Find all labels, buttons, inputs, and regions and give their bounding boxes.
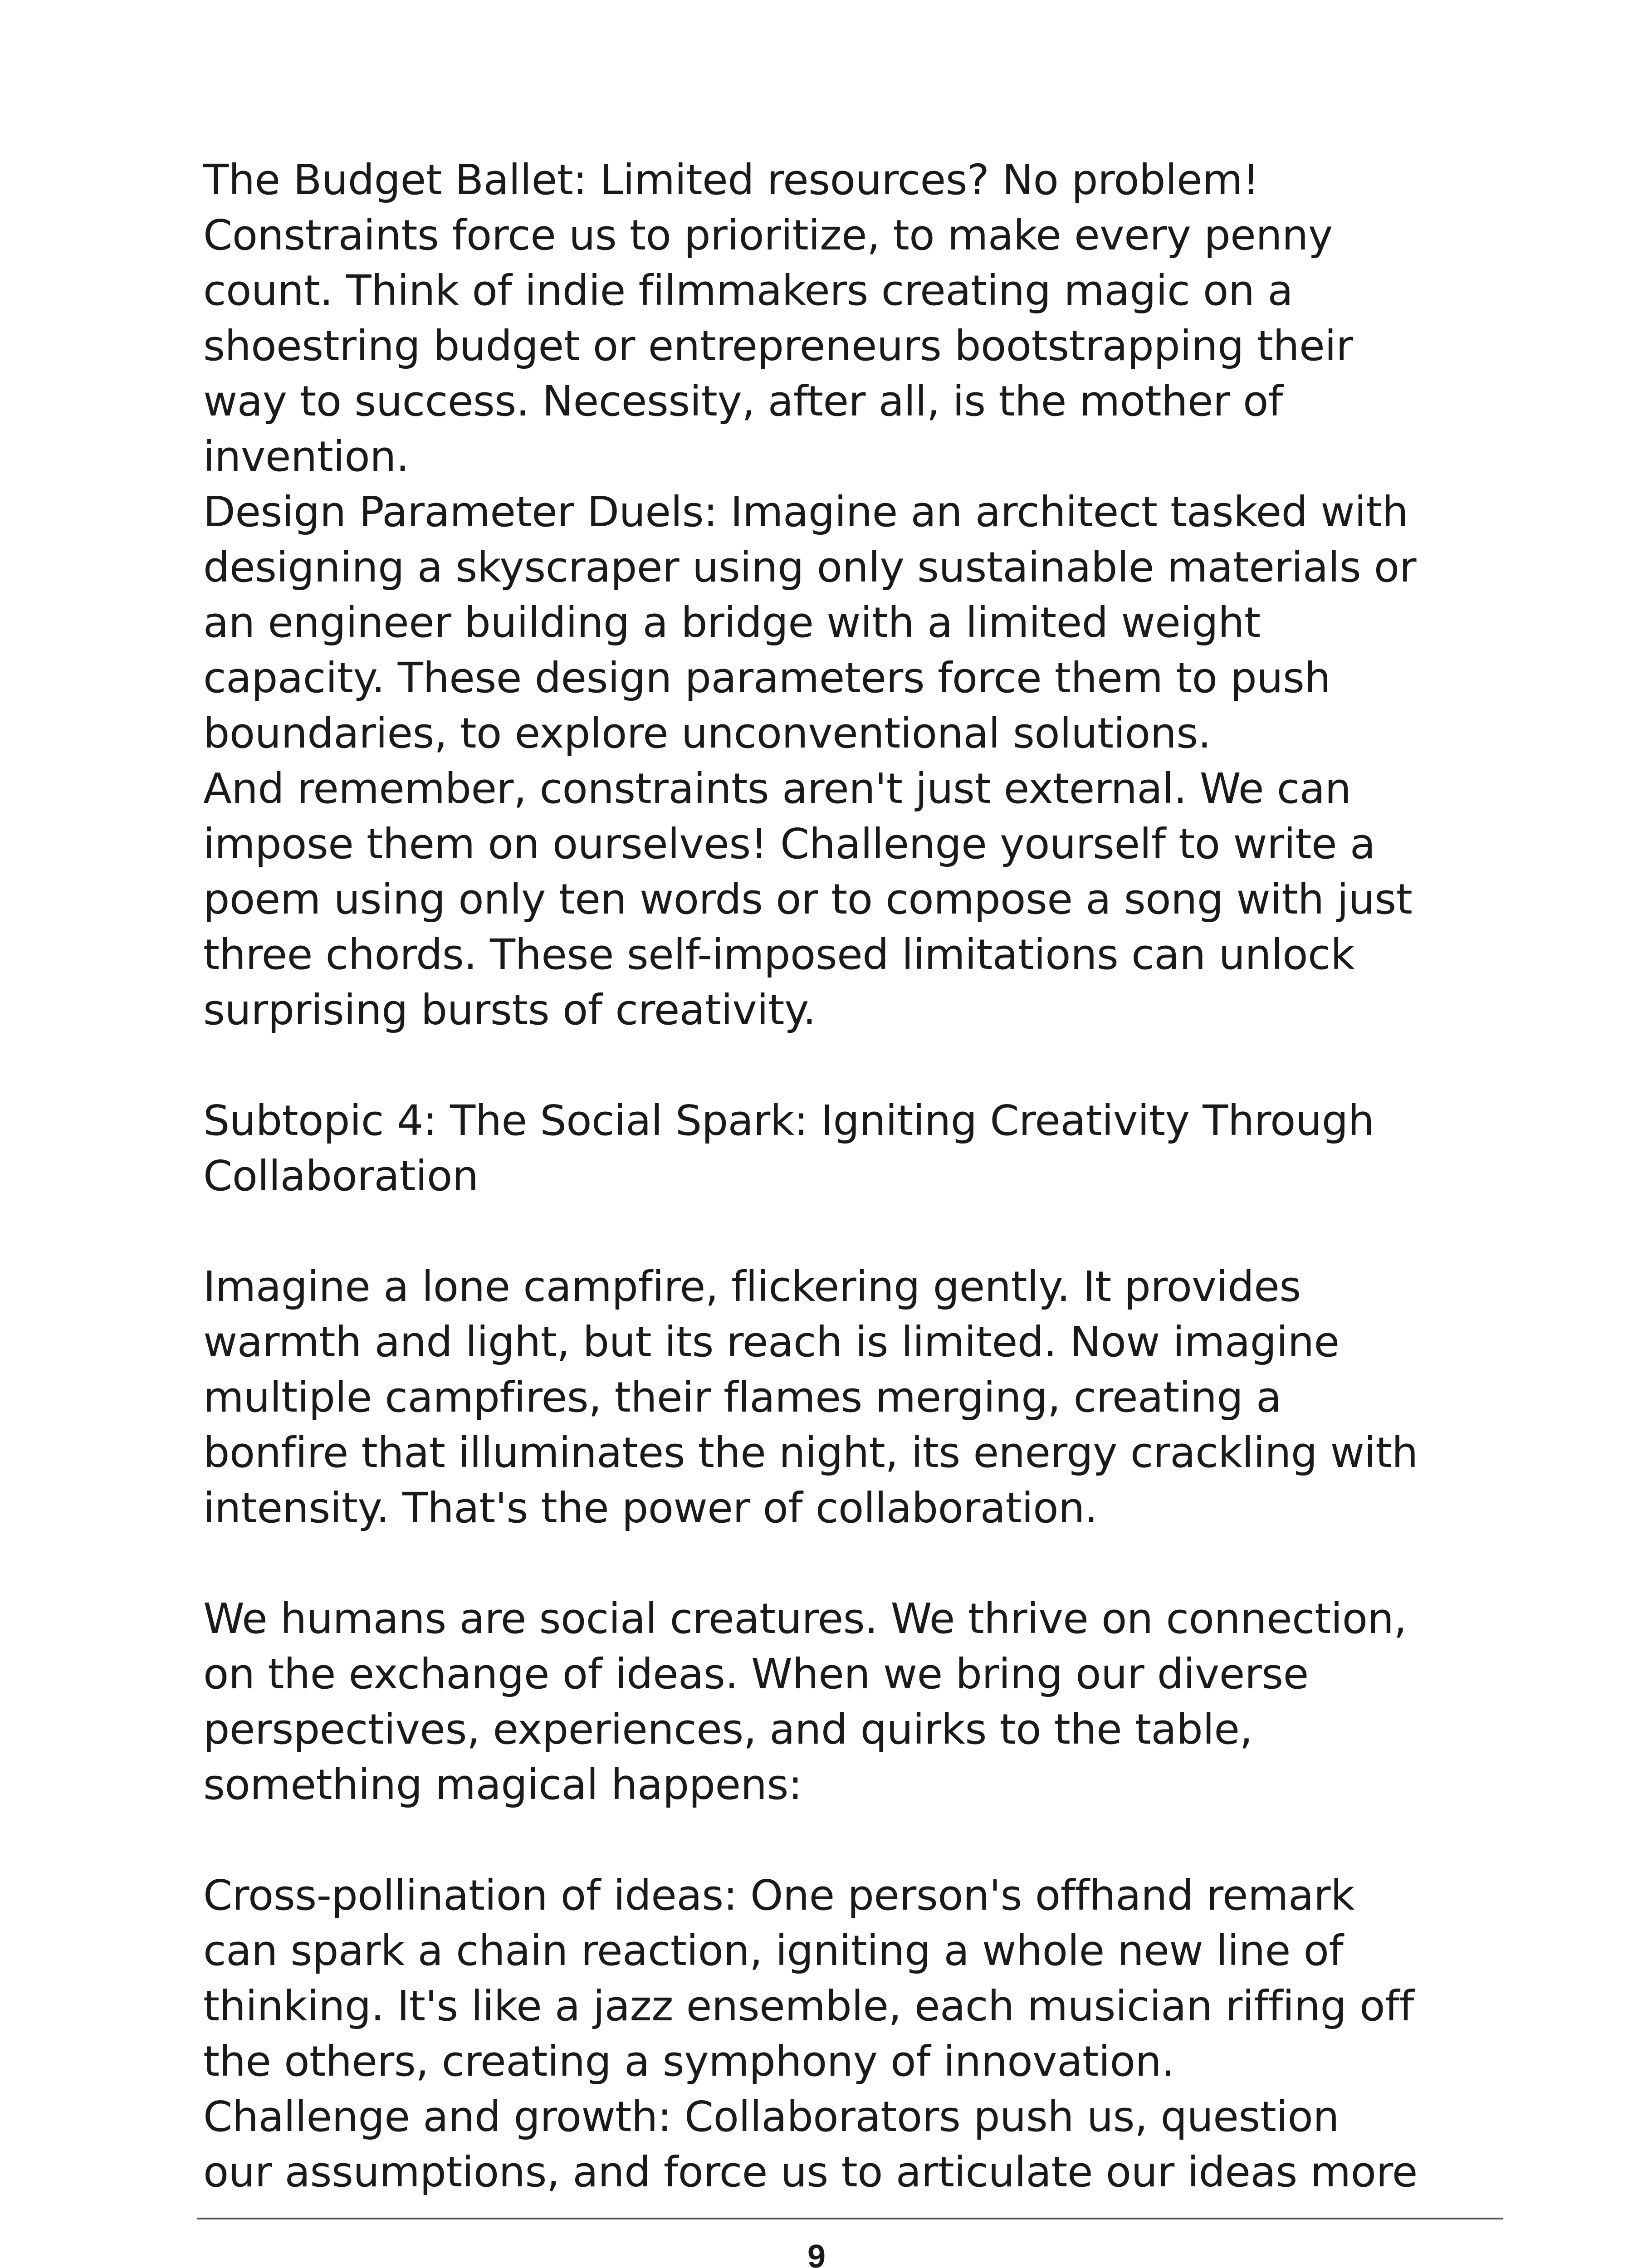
body-text [203,152,1519,2200]
paragraph-social-creatures [203,1591,1519,1813]
text-line: intensity. That's the power of collaboration. [203,1484,1098,1532]
heading-line: Collaboration [203,1152,479,1200]
paragraph-cross-pollination [203,1868,1519,2200]
text-line: multiple campfires, their flames merging, creating a [203,1373,1281,1422]
paragraph-campfire [203,1259,1519,1536]
text-line: three chords. These self-imposed limitations can unlock [203,930,1354,979]
text-line: Imagine a lone campfire, flickering gently. It provides [203,1262,1301,1311]
heading-line: Subtopic 4: The Social Spark: Igniting Creativity Through [203,1096,1374,1145]
text-line: impose them on ourselves! Challenge yourself to write a [203,820,1375,868]
paragraph-spacer [203,1813,1519,1868]
text-line: capacity. These design parameters force them to push [203,654,1331,702]
text-line: We humans are social creatures. We thrive on connection, [203,1594,1407,1643]
text-line: on the exchange of ideas. When we bring our diverse [203,1650,1309,1698]
text-line: warmth and light, but its reach is limited. Now imagine [203,1318,1340,1366]
text-line: boundaries, to explore unconventional solutions. [203,709,1211,758]
page-number: 9 [807,2239,826,2268]
text-line: the others, creating a symphony of innovation. [203,2037,1174,2086]
footer-divider [197,2218,1503,2219]
text-line: surprising bursts of creativity. [203,986,816,1034]
text-line: invention. [203,432,409,481]
text-line: The Budget Ballet: Limited resources? No problem! [203,156,1259,204]
paragraph-spacer [203,1204,1519,1259]
text-line: designing a skyscraper using only sustainable materials or [203,543,1417,591]
paragraph-budget-ballet [203,152,1519,1038]
text-line: an engineer building a bridge with a limited weight [203,598,1261,647]
text-line: perspectives, experiences, and quirks to the table, [203,1705,1253,1754]
text-line: can spark a chain reaction, igniting a whole new line of [203,1926,1344,1975]
text-line: shoestring budget or entrepreneurs bootstrapping their [203,322,1353,370]
paragraph-spacer [203,1536,1519,1591]
text-line: Cross-pollination of ideas: One person's offhand remark [203,1871,1355,1920]
text-line: bonfire that illuminates the night, its energy crackling with [203,1428,1418,1477]
text-line: count. Think of indie filmmakers creating magic on a [203,266,1293,315]
text-line: our assumptions, and force us to articulate our ideas more [203,2148,1418,2196]
text-line: poem using only ten words or to compose a song with just [203,875,1413,924]
text-line: And remember, constraints aren't just external. We can [203,764,1351,813]
text-line: something magical happens: [203,1760,802,1809]
text-line: Design Parameter Duels: Imagine an architect tasked with [203,488,1408,536]
text-line: thinking. It's like a jazz ensemble, each musician riffing off [203,1982,1414,2030]
paragraph-spacer [203,1038,1519,1093]
text-line: way to success. Necessity, after all, is the mother of [203,377,1283,425]
subtopic-heading [203,1093,1519,1204]
text-line: Challenge and growth: Collaborators push us, question [203,2092,1340,2141]
text-line: Constraints force us to prioritize, to make every penny [203,211,1333,259]
